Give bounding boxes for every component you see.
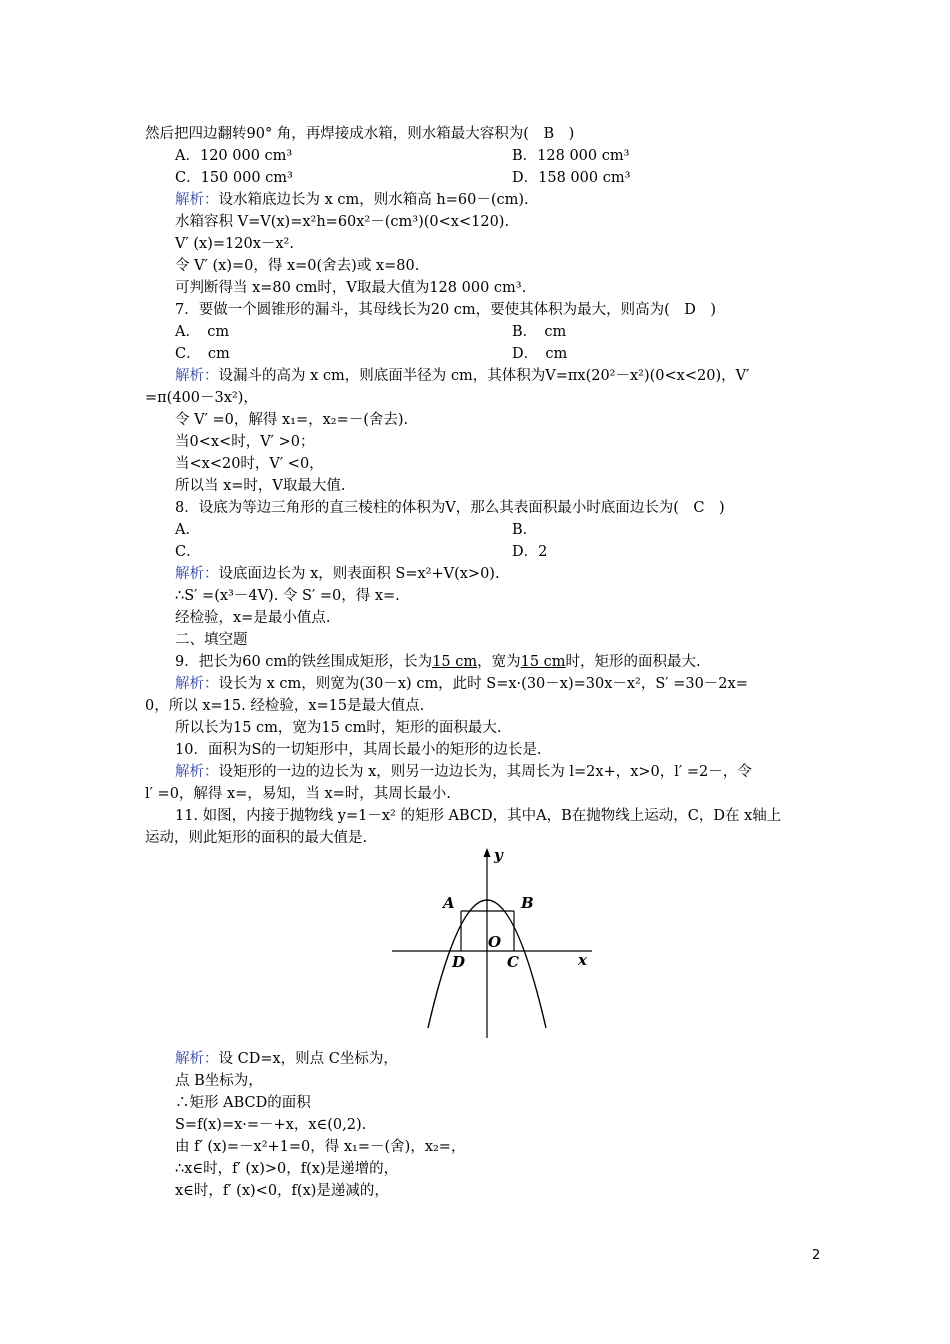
q9-solution-line: 0，所以 x=15. 经检验，x=15是最大值点. [145,698,425,714]
y-axis-arrow [484,848,491,857]
q11-solution-line [175,1050,398,1068]
q8-solution-line: ∴S′ =(x³－4V). 令 S′ =0，得 x=. [175,588,400,604]
q7-solution-line: 令 V′ =0，解得 x₁=，x₂=－(舍去). [175,412,409,428]
q8-option-c: C． [175,544,201,560]
jiexi-label: 解析： [175,192,219,208]
q6-option-a: A．120 000 cm³ [175,148,293,164]
q9-solution-line: 所以长为15 cm，宽为15 cm时，矩形的面积最大. [175,720,502,736]
q11-solution-line: x∈时，f′ (x)<0，f(x)是递减的， [175,1183,389,1199]
q11-stem: 运动，则此矩形的面积的最大值是. [145,830,368,846]
q9-solution-line [175,675,748,693]
q10-solution-line [175,763,752,781]
q7-option-b: B． cm [512,324,567,340]
section-title: 二、填空题 [175,632,248,648]
q9-stem-pre: 9．把长为60 cm的铁丝围成矩形，长为 [175,654,433,670]
label-y: y [494,846,503,864]
q8-stem: 8．设底为等边三角形的直三棱柱的体积为V，那么其表面积最小时底面边长为( C ) [175,500,725,516]
q6-stem: 然后把四边翻转90° 角，再焊接成水箱，则水箱最大容积为( B ) [145,126,575,142]
q10-solution-text: 设矩形的一边的边长为 x，则另一边边长为，其周长为 l=2x+，x>0，l′ =2－，令 [218,764,752,780]
q7-solution-text: 设漏斗的高为 x cm，则底面半径为 cm，其体积为V=πx(20²－x²)(0<x<20)，V′ [218,368,750,384]
q11-solution-line: S=f(x)=x·=－+x，x∈(0,2). [175,1117,367,1133]
q6-option-d: D．158 000 cm³ [512,170,631,186]
q11-solution-line: 由 f′ (x)=－x²+1=0，得 x₁=－(舍)，x₂=， [175,1139,466,1155]
q7-solution-line: 当<x<20时，V′ <0， [175,456,324,472]
q9-stem-post: 时，矩形的面积最大. [565,654,701,670]
q8-option-b: B． [512,522,538,538]
q7-option-c: C． cm [175,346,230,362]
q9-stem-mid: ，宽为 [477,654,521,670]
jiexi-label: 解析： [175,368,219,384]
page-number: 2 [812,1248,821,1263]
q10-solution-line: l′ =0，解得 x=，易知，当 x=时，其周长最小. [145,786,451,802]
label-x: x [578,951,587,969]
q7-solution-line [175,367,749,385]
q9-solution-text: 设长为 x cm，则宽为(30－x) cm，此时 S=x·(30－x)=30x－x²，S′ =30－2x= [218,676,748,692]
jiexi-label: 解析： [175,764,219,780]
q8-solution-text: 设底面边长为 x，则表面积 S=x²+V(x>0). [218,566,500,582]
q11-stem: 11. 如图，内接于抛物线 y=1－x² 的矩形 ABCD，其中A，B在抛物线上运动，C，D在 x轴上 [175,808,782,824]
jiexi-label: 解析： [175,676,219,692]
jiexi-label: 解析： [175,566,219,582]
label-a: A [443,894,455,912]
q7-option-a: A． cm [175,324,230,340]
q7-option-d: D． cm [512,346,568,362]
q8-option-a: A． [175,522,200,538]
q6-option-b: B．128 000 cm³ [512,148,630,164]
q6-solution-line: 令 V′ (x)=0，得 x=0(舍去)或 x=80. [175,258,420,274]
q9-stem [175,653,701,671]
q11-solution-line: 点 B坐标为， [175,1073,263,1089]
q9-answer-length: 15 cm [432,654,478,670]
label-d: D [452,953,466,971]
parabola-figure [388,842,598,1042]
q10-stem: 10．面积为S的一切矩形中，其周长最小的矩形的边长是. [175,742,542,758]
q6-solution-line: V′ (x)=120x－x². [175,236,294,252]
q11-solution-text: 设 CD=x，则点 C坐标为， [218,1051,398,1067]
q6-option-c: C．150 000 cm³ [175,170,293,186]
q6-solution-line: 水箱容积 V=V(x)=x²h=60x²－(cm³)(0<x<120). [175,214,510,230]
q6-solution-text: 设水箱底边长为 x cm，则水箱高 h=60－(cm). [218,192,529,208]
q8-solution-line: 经检验，x=是最小值点. [175,610,331,626]
jiexi-label: 解析： [175,1051,219,1067]
q6-solution-line [175,191,529,209]
q8-solution-line [175,565,500,583]
q7-solution-line: 所以当 x=时，V取最大值. [175,478,346,494]
q6-solution-line: 可判断得当 x=80 cm时，V取最大值为128 000 cm³. [175,280,527,296]
q9-answer-width: 15 cm [520,654,566,670]
q8-option-d: D．2 [512,544,548,560]
label-c: C [507,953,519,971]
q7-stem: 7．要做一个圆锥形的漏斗，其母线长为20 cm，要使其体积为最大，则高为( D ) [175,302,717,318]
q11-solution-line: ∴矩形 ABCD的面积 [175,1095,311,1111]
q11-solution-line: ∴x∈时，f′ (x)>0，f(x)是递增的， [175,1161,399,1177]
q7-solution-line: 当0<x<时，V′ >0； [175,434,315,450]
label-o: O [488,933,502,951]
label-b: B [521,894,534,912]
q7-solution-line: =π(400－3x²)， [145,390,258,406]
